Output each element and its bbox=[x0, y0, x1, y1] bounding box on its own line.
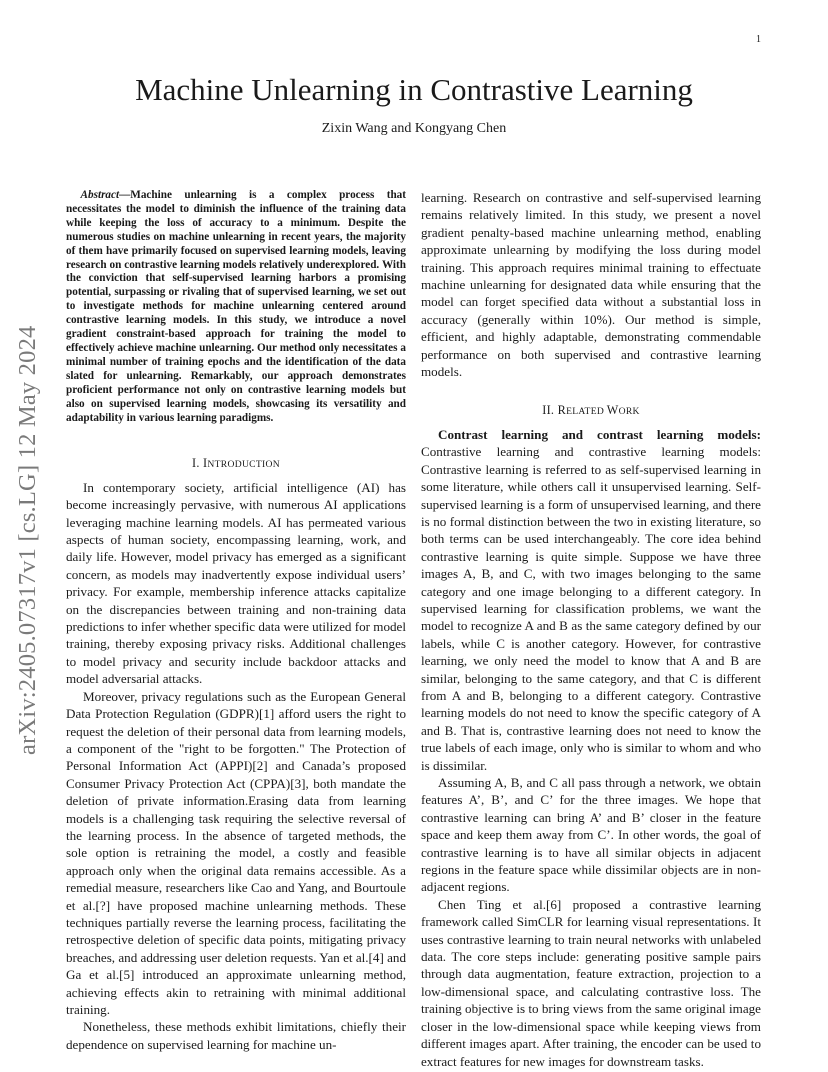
paper-authors: Zixin Wang and Kongyang Chen bbox=[321, 121, 507, 136]
intro-paragraph-3-continued: learning. Research on contrastive and self-supervised learning remains relatively limited. In this study, we present a novel gradient penalty-based machine unlearning method, enabling approximate unlearning by modifying the loss during model training. This approach requires minimal training to effectuate machine unlearning for designated data while ensuring that the model can forget specified data without a substantial loss in accuracy (generally within 10%). Our method is simple, efficient, and highly adaptable, demonstrating commendable performance on both supervised and contrastive learning models. bbox=[421, 190, 761, 380]
section-numeral: I. I bbox=[191, 456, 208, 471]
section-heading-introduction bbox=[66, 455, 406, 473]
page-number: 1 bbox=[756, 34, 761, 45]
paper-title: Machine Unlearning in Contrastive Learning bbox=[135, 72, 693, 107]
section-heading-related-work bbox=[421, 402, 761, 420]
section-title-part: ORK bbox=[618, 406, 640, 418]
section-numeral: II. R bbox=[542, 403, 567, 418]
abstract-label: Abstract bbox=[80, 189, 120, 201]
related-paragraph-2: Assuming A, B, and C all pass through a network, we obtain features A’, B’, and C’ for the three images. We hope that contrastive learning can bring A’ and B’ closer in the feature space and keep them away from C’. In other words, the goal of contrastive learning is to have all similar objects in adjacent regions in the feature space while dissimilar objects are in non-adjacent regions. bbox=[421, 775, 761, 895]
related-paragraph-1-text: Contrastive learning and contrastive learning models: Contrastive learning is referred to as self-supervised learning in some literature, while others call it unsupervised learning. Self-supervised learning is a form of unsupervised learning, and there is no formal distinction between the two in existing literature, so both terms can be used interchangeably. The core idea behind contrastive learning is quite simple. Suppose we have three images A, B, and C, with two images belonging to the same category and one image belonging to a different category. In supervised learning for classification problems, we want the model to recognize A and B as the same category defined by our labels, while C is another category. However, for contrastive learning, we only need the model to know that A and B are similar, belonging to the same category, and that C is different from A and B, belonging to a different category. Contrastive learning models do not need to know the specific category of A and B. That is, contrastive learning does not need to know the true labels of each image, only who is similar to whom and who is dissimilar. bbox=[421, 444, 761, 773]
related-paragraph-1 bbox=[421, 426, 761, 774]
run-in-heading: Contrast learning and contrast learning models: bbox=[438, 426, 761, 442]
related-paragraph-3: Chen Ting et al.[6] proposed a contrastive learning framework called SimCLR for learning visual representations. It uses contrastive learning to train neural networks with unlabeled data. The core steps include: generating positive sample pairs through data augmentation, feature extraction, projection to a low-dimensional space, and calculating contrastive loss. The training objective is to bring views from the same original image closer in the low-dimensional space while keeping views from different images apart. After training, the encoder can be used to extract features for new images for downstream tasks. bbox=[421, 896, 761, 1069]
intro-paragraph-2: Moreover, privacy regulations such as the European General Data Protection Regulation (GDPR)[1] afford users the right to request the deletion of their personal data from learning models, a component of the "right to be forgotten." The Protection of Personal Information Act (APPI)[2] and Canada’s proposed Consumer Privacy Protection Act (CPPA)[3], both mandate the deletion of private information.Erasing data from learning models is a challenging task requiring the selective reversal of the learning process. In the absence of targeted methods, the sole option is retraining the model, a costly and feasible approach only when the original data remains accessible. As a remedial measure, researchers like Cao and Yang, and Bourtoule et al.[?] have proposed machine unlearning methods. These techniques partially reverse the learning process, facilitating the retrospective deletion of specific data points, mitigating privacy breaches, and addressing user deletion requests. Yan et al.[4] and Ga et al.[5] introduced an approximate unlearning method, achieving effects akin to retraining with minimal additional training. bbox=[66, 688, 406, 1017]
abstract-text: —Machine unlearning is a complex process that necessitates the model to diminish the influence of the training data while keeping the loss of accuracy to a minimum. Despite the numerous studies on machine unlearning in recent years, the majority of them have primarily focused on supervised learning models, leaving research on contrastive learning models relatively underexplored. With the conviction that self-supervised learning harbors a promising potential, surpassing or rivaling that of supervised learning, we set out to investigate methods for machine unlearning centered around contrastive learning models. In this study, we introduce a novel gradient constraint-based approach for training the model to effectively achieve machine unlearning. Our method only necessitates a minimal number of training epochs and the identification of the data slated for unlearning. Remarkably, our approach demonstrates proficient performance not only on contrastive learning models but also on supervised learning models, showcasing its versatility and adaptability in various learning paradigms. bbox=[66, 189, 406, 424]
left-column bbox=[66, 189, 406, 1053]
section-title: NTRODUCTION bbox=[207, 459, 280, 471]
section-title-part: ELATED bbox=[566, 406, 607, 418]
right-column bbox=[421, 189, 761, 1070]
section-title-part: W bbox=[606, 403, 619, 418]
intro-paragraph-3-start: Nonetheless, these methods exhibit limitations, chiefly their dependence on supervised learning for machine un- bbox=[66, 1019, 406, 1052]
arxiv-stamp: arXiv:2405.07317v1 [cs.LG] 12 May 2024 bbox=[14, 325, 41, 755]
abstract bbox=[66, 189, 406, 425]
intro-paragraph-1: In contemporary society, artificial intelligence (AI) has become increasingly pervasive, with numerous AI applications leveraging machine learning models. AI has permeated various aspects of human society, encompassing learning, work, and daily life. However, model privacy has emerged as a significant concern, as models may inadvertently expose individual users’ privacy. For example, membership inference attacks capitalize on the discrepancies between training and non-training data predictions to infer whether specific data were utilized for model training, thereby exposing privacy risks. Additional challenges to model privacy and security include backdoor attacks and model adversarial attacks. bbox=[66, 479, 406, 687]
